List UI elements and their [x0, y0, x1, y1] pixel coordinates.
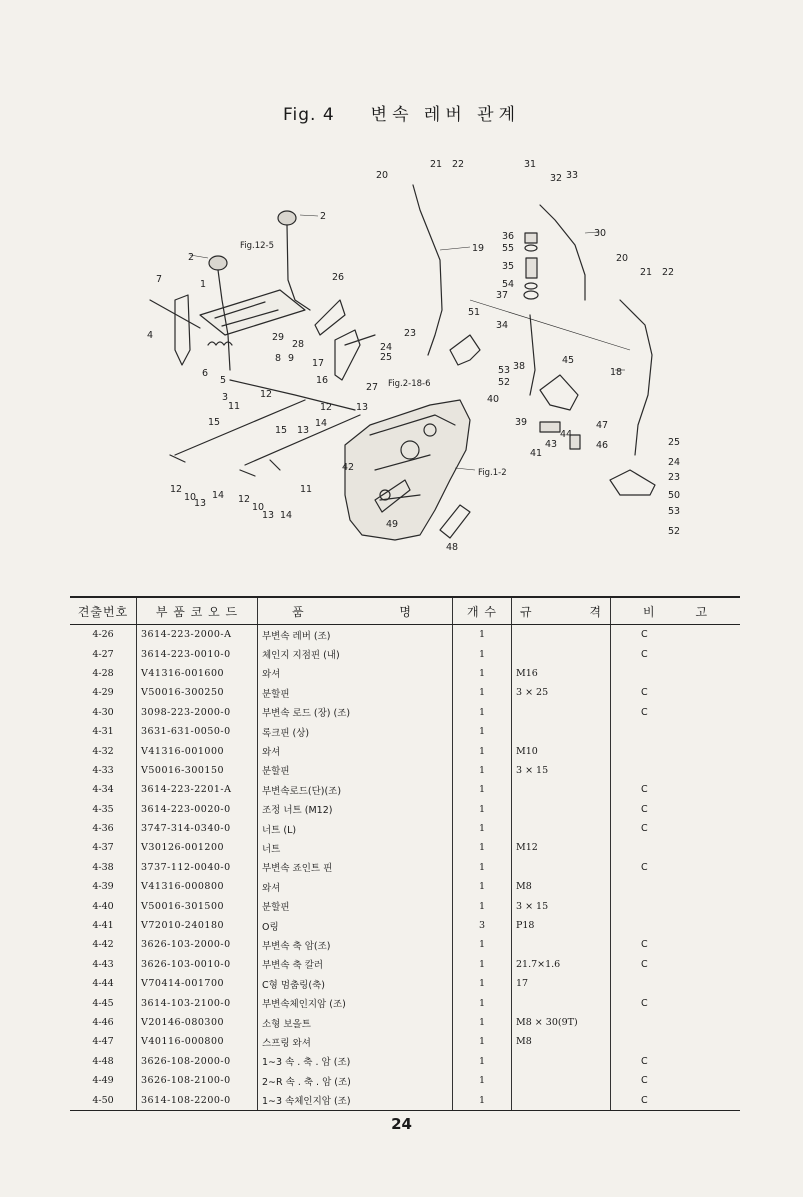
- row-ref: 4-30: [70, 703, 137, 722]
- row-spec: [512, 722, 611, 741]
- callout-label: 19: [472, 243, 485, 254]
- row-remark: C: [641, 939, 648, 951]
- row-remark: [611, 974, 741, 993]
- row-spec: [512, 625, 611, 645]
- row-code: 3614-223-0010-0: [137, 644, 258, 663]
- row-ref: 4-35: [70, 800, 137, 819]
- callout-label: 8: [275, 353, 282, 364]
- callout-label: 15: [275, 425, 288, 436]
- row-ref: 4-36: [70, 819, 137, 838]
- table-row: [70, 664, 740, 683]
- table-row: [70, 644, 740, 663]
- table-row: [70, 877, 740, 896]
- figure-reference: Fig.12-5: [240, 241, 275, 251]
- row-spec: M10: [512, 741, 611, 760]
- callout-label: 5: [220, 375, 227, 386]
- table-row: [70, 761, 740, 780]
- callout-label: 31: [524, 159, 537, 170]
- row-ref: 4-29: [70, 683, 137, 702]
- table-row: [70, 916, 740, 935]
- row-remark: C: [641, 1055, 648, 1067]
- callout-label: 21: [430, 159, 443, 170]
- row-code: V50016-301500: [137, 896, 258, 915]
- callout-label: 34: [496, 320, 509, 331]
- callout-label: 13: [297, 425, 310, 436]
- row-name: 록크핀 (상): [258, 722, 453, 741]
- callout-label: 15: [208, 417, 221, 428]
- row-spec: [512, 780, 611, 799]
- row-name: 와셔: [258, 664, 453, 683]
- table-row: [70, 1090, 740, 1110]
- row-spec: M12: [512, 838, 611, 857]
- row-qty: 1: [453, 683, 512, 702]
- callout-label: 46: [596, 440, 609, 451]
- table-row: [70, 1013, 740, 1032]
- row-name: 2∼R 속 . 축 . 암 (조): [258, 1071, 453, 1090]
- table-row: [70, 703, 740, 722]
- callout-label: 49: [386, 519, 399, 530]
- row-spec: M8 × 30(9T): [512, 1013, 611, 1032]
- figure-caption: 변속 레버 관계: [370, 105, 521, 125]
- callout-label: 52: [498, 377, 511, 388]
- row-remark: [611, 877, 741, 896]
- row-code: 3737-112-0040-0: [137, 858, 258, 877]
- row-name: 부변속 레버 (조): [258, 625, 453, 645]
- row-name: 분할핀: [258, 896, 453, 915]
- callout-label: 11: [300, 484, 313, 495]
- row-ref: 4-46: [70, 1013, 137, 1032]
- table-row: [70, 625, 740, 645]
- row-ref: 4-48: [70, 1052, 137, 1071]
- row-ref: 4-33: [70, 761, 137, 780]
- table-row: [70, 955, 740, 974]
- callout-label: 24: [668, 457, 681, 468]
- table-row: [70, 993, 740, 1012]
- row-qty: 1: [453, 1071, 512, 1090]
- table-row: [70, 858, 740, 877]
- row-name: 1∼3 속체인지암 (조): [258, 1090, 453, 1110]
- callout-label: 28: [292, 339, 305, 350]
- row-spec: [512, 993, 611, 1012]
- table-row: [70, 1071, 740, 1090]
- table-row: [70, 974, 740, 993]
- row-name: 조정 너트 (M12): [258, 800, 453, 819]
- row-spec: M16: [512, 664, 611, 683]
- table-row: [70, 741, 740, 760]
- row-code: V40116-000800: [137, 1032, 258, 1051]
- callout-label: 54: [502, 279, 515, 290]
- row-remark: C: [641, 997, 648, 1009]
- row-ref: 4-38: [70, 858, 137, 877]
- row-remark: C: [611, 1090, 741, 1110]
- row-qty: 1: [453, 800, 512, 819]
- row-remark: C: [641, 823, 648, 835]
- row-code: V70414-001700: [137, 974, 258, 993]
- header-spec: 규 격: [512, 597, 611, 625]
- row-spec: [512, 1052, 611, 1071]
- row-name: 너트 (L): [258, 819, 453, 838]
- callout-label: 1: [200, 279, 207, 290]
- row-spec: [512, 819, 611, 838]
- row-name: 1∼3 속 . 축 . 암 (조): [258, 1052, 453, 1071]
- row-spec: P18: [512, 916, 611, 935]
- callout-label: 13: [262, 510, 275, 521]
- callout-label: 12: [238, 494, 251, 505]
- row-remark: C: [641, 687, 648, 699]
- callout-label: 10: [252, 502, 265, 513]
- callout-label: 12: [260, 389, 273, 400]
- row-ref: 4-32: [70, 741, 137, 760]
- row-qty: 1: [453, 644, 512, 663]
- callout-label: 14: [212, 490, 225, 501]
- table-header-row: [70, 597, 740, 625]
- page-number: 24: [391, 1115, 412, 1133]
- row-spec: [512, 935, 611, 954]
- callout-label: 2: [320, 211, 327, 222]
- row-remark: C: [641, 648, 648, 660]
- row-remark: [611, 838, 741, 857]
- exploded-parts-diagram: [130, 150, 690, 570]
- row-name: 와셔: [258, 741, 453, 760]
- row-remark: C: [641, 861, 648, 873]
- row-qty: 1: [453, 703, 512, 722]
- header-ref: 견출번호: [70, 597, 137, 625]
- table-row: [70, 838, 740, 857]
- row-ref: 4-50: [70, 1090, 137, 1110]
- row-code: 3626-108-2000-0: [137, 1052, 258, 1071]
- row-code: 3614-103-2100-0: [137, 993, 258, 1012]
- row-qty: 1: [453, 780, 512, 799]
- header-remark: 비 고: [611, 597, 741, 625]
- row-code: 3614-223-2201-A: [137, 780, 258, 799]
- figure-reference: Fig.2-18-6: [388, 379, 431, 389]
- row-name: C형 멈춤링(축): [258, 974, 453, 993]
- row-ref: 4-26: [70, 625, 137, 645]
- row-ref: 4-47: [70, 1032, 137, 1051]
- row-spec: M8: [512, 1032, 611, 1051]
- row-ref: 4-44: [70, 974, 137, 993]
- callout-label: 12: [170, 484, 183, 495]
- row-qty: 1: [453, 1090, 512, 1110]
- row-name: 너트: [258, 838, 453, 857]
- row-qty: 3: [453, 916, 512, 935]
- row-qty: 1: [453, 1013, 512, 1032]
- row-name: 부변속체인지암 (조): [258, 993, 453, 1012]
- row-qty: 1: [453, 1052, 512, 1071]
- row-code: 3098-223-2000-0: [137, 703, 258, 722]
- row-qty: 1: [453, 993, 512, 1012]
- row-code: 3747-314-0340-0: [137, 819, 258, 838]
- callout-label: 25: [668, 437, 681, 448]
- row-spec: [512, 858, 611, 877]
- row-remark: [611, 1032, 741, 1051]
- callout-label: 22: [452, 159, 465, 170]
- callout-label: 7: [156, 274, 163, 285]
- row-spec: [512, 703, 611, 722]
- row-remark: [611, 896, 741, 915]
- table-row: [70, 819, 740, 838]
- header-name: 품 명: [258, 597, 453, 625]
- header-code: 부 품 코 오 드: [137, 597, 258, 625]
- callout-label: 18: [610, 367, 623, 378]
- row-remark: [611, 1013, 741, 1032]
- row-code: V41316-000800: [137, 877, 258, 896]
- row-remark: [611, 722, 741, 741]
- row-name: 부변속 죠인트 핀: [258, 858, 453, 877]
- row-qty: 1: [453, 741, 512, 760]
- row-code: 3626-103-0010-0: [137, 955, 258, 974]
- row-name: 분할핀: [258, 683, 453, 702]
- row-spec: 17: [512, 974, 611, 993]
- callout-label: 16: [316, 375, 329, 386]
- row-ref: 4-34: [70, 780, 137, 799]
- row-ref: 4-41: [70, 916, 137, 935]
- row-code: V30126-001200: [137, 838, 258, 857]
- row-name: 체인지 지점핀 (내): [258, 644, 453, 663]
- callout-label: 17: [312, 358, 325, 369]
- callout-label: 43: [545, 439, 558, 450]
- figure-title: [0, 100, 803, 125]
- row-code: V72010-240180: [137, 916, 258, 935]
- row-remark: C: [641, 803, 648, 815]
- row-qty: 1: [453, 761, 512, 780]
- row-qty: 1: [453, 1032, 512, 1051]
- row-ref: 4-39: [70, 877, 137, 896]
- callout-label: 40: [487, 394, 500, 405]
- row-remark: C: [641, 1075, 648, 1087]
- row-name: 부변속 축 칼러: [258, 955, 453, 974]
- row-spec: 21.7×1.6: [512, 955, 611, 974]
- row-remark: C: [641, 629, 648, 641]
- table-row: [70, 722, 740, 741]
- callout-label: 35: [502, 261, 515, 272]
- callout-label: 21: [640, 267, 653, 278]
- callout-label: 41: [530, 448, 543, 459]
- row-ref: 4-28: [70, 664, 137, 683]
- callout-label: 26: [332, 272, 345, 283]
- table-row: [70, 683, 740, 702]
- callout-label: 44: [560, 429, 573, 440]
- row-ref: 4-31: [70, 722, 137, 741]
- row-remark: [611, 916, 741, 935]
- row-name: 부변속 축 암(조): [258, 935, 453, 954]
- row-name: 소형 보올트: [258, 1013, 453, 1032]
- callout-label: 13: [356, 402, 369, 413]
- row-code: 3614-223-0020-0: [137, 800, 258, 819]
- row-spec: [512, 644, 611, 663]
- callout-label: 33: [566, 170, 579, 181]
- row-ref: 4-43: [70, 955, 137, 974]
- callout-label: 37: [496, 290, 509, 301]
- callout-label: 30: [594, 228, 607, 239]
- callout-label: 25: [380, 352, 393, 363]
- callout-label: 32: [550, 173, 563, 184]
- table-row: [70, 1032, 740, 1051]
- callout-label: 55: [502, 243, 515, 254]
- callout-label: 10: [184, 492, 197, 503]
- callout-label: 22: [662, 267, 675, 278]
- row-remark: C: [641, 784, 648, 796]
- callout-label: 11: [228, 401, 241, 412]
- callout-label: 38: [513, 361, 526, 372]
- callout-label: 23: [668, 472, 681, 483]
- figure-reference: Fig.1-2: [478, 468, 507, 478]
- callout-label: 45: [562, 355, 575, 366]
- row-name: 부변속로드(단)(조): [258, 780, 453, 799]
- row-code: V50016-300150: [137, 761, 258, 780]
- row-qty: 1: [453, 625, 512, 645]
- callout-label: 2: [188, 252, 195, 263]
- row-qty: 1: [453, 974, 512, 993]
- callout-label: 47: [596, 420, 609, 431]
- row-qty: 1: [453, 935, 512, 954]
- row-spec: 3 × 15: [512, 761, 611, 780]
- row-spec: 3 × 15: [512, 896, 611, 915]
- callout-label: 20: [376, 170, 389, 181]
- row-remark: [611, 761, 741, 780]
- row-name: 스프링 와셔: [258, 1032, 453, 1051]
- row-code: 3614-108-2200-0: [137, 1090, 258, 1110]
- callout-label: 42: [342, 462, 355, 473]
- callout-label: 14: [280, 510, 293, 521]
- callout-label: 6: [202, 368, 209, 379]
- table-row: [70, 1052, 740, 1071]
- row-spec: [512, 1090, 611, 1110]
- row-qty: 1: [453, 877, 512, 896]
- callout-label: 50: [668, 490, 681, 501]
- row-qty: 1: [453, 664, 512, 683]
- row-remark: C: [641, 706, 648, 718]
- table-row: [70, 935, 740, 954]
- row-qty: 1: [453, 955, 512, 974]
- row-name: 분할핀: [258, 761, 453, 780]
- row-code: V41316-001600: [137, 664, 258, 683]
- callout-label: 52: [668, 526, 681, 537]
- row-code: 3626-103-2000-0: [137, 935, 258, 954]
- row-code: V41316-001000: [137, 741, 258, 760]
- row-remark: [611, 741, 741, 760]
- table-row: [70, 896, 740, 915]
- row-name: 부변속 로드 (장) (조): [258, 703, 453, 722]
- callout-label: 53: [498, 365, 511, 376]
- row-spec: [512, 800, 611, 819]
- callout-label: 36: [502, 231, 515, 242]
- row-ref: 4-45: [70, 993, 137, 1012]
- figure-number: Fig. 4: [282, 105, 335, 125]
- callout-label: 27: [366, 382, 379, 393]
- row-ref: 4-27: [70, 644, 137, 663]
- row-name: O링: [258, 916, 453, 935]
- row-qty: 1: [453, 819, 512, 838]
- row-qty: 1: [453, 838, 512, 857]
- row-code: 3631-631-0050-0: [137, 722, 258, 741]
- callout-label: 39: [515, 417, 528, 428]
- row-ref: 4-37: [70, 838, 137, 857]
- row-ref: 4-49: [70, 1071, 137, 1090]
- parts-list-table: [70, 596, 740, 1111]
- row-spec: 3 × 25: [512, 683, 611, 702]
- row-name: 와셔: [258, 877, 453, 896]
- callout-label: 4: [147, 330, 154, 341]
- callout-label: 13: [194, 498, 207, 509]
- row-code: V20146-080300: [137, 1013, 258, 1032]
- row-remark: C: [641, 958, 648, 970]
- row-qty: 1: [453, 858, 512, 877]
- row-spec: [512, 1071, 611, 1090]
- row-code: V50016-300250: [137, 683, 258, 702]
- row-code: 3626-108-2100-0: [137, 1071, 258, 1090]
- callout-label: 51: [468, 307, 481, 318]
- callout-label: 23: [404, 328, 417, 339]
- row-qty: 1: [453, 722, 512, 741]
- callout-label: 3: [222, 392, 229, 403]
- callout-label: 20: [616, 253, 629, 264]
- callout-label: 9: [288, 353, 295, 364]
- parts-list-body: [70, 625, 740, 1111]
- row-ref: 4-42: [70, 935, 137, 954]
- table-row: [70, 800, 740, 819]
- table-row: [70, 780, 740, 799]
- callout-label: 14: [315, 418, 328, 429]
- row-remark: [611, 664, 741, 683]
- header-qty: 개 수: [453, 597, 512, 625]
- callout-label: 48: [446, 542, 459, 553]
- row-ref: 4-40: [70, 896, 137, 915]
- callout-label: 29: [272, 332, 285, 343]
- callout-label: 53: [668, 506, 681, 517]
- callout-label: 12: [320, 402, 333, 413]
- row-code: 3614-223-2000-A: [137, 625, 258, 645]
- callout-label: 24: [380, 342, 393, 353]
- row-spec: M8: [512, 877, 611, 896]
- row-qty: 1: [453, 896, 512, 915]
